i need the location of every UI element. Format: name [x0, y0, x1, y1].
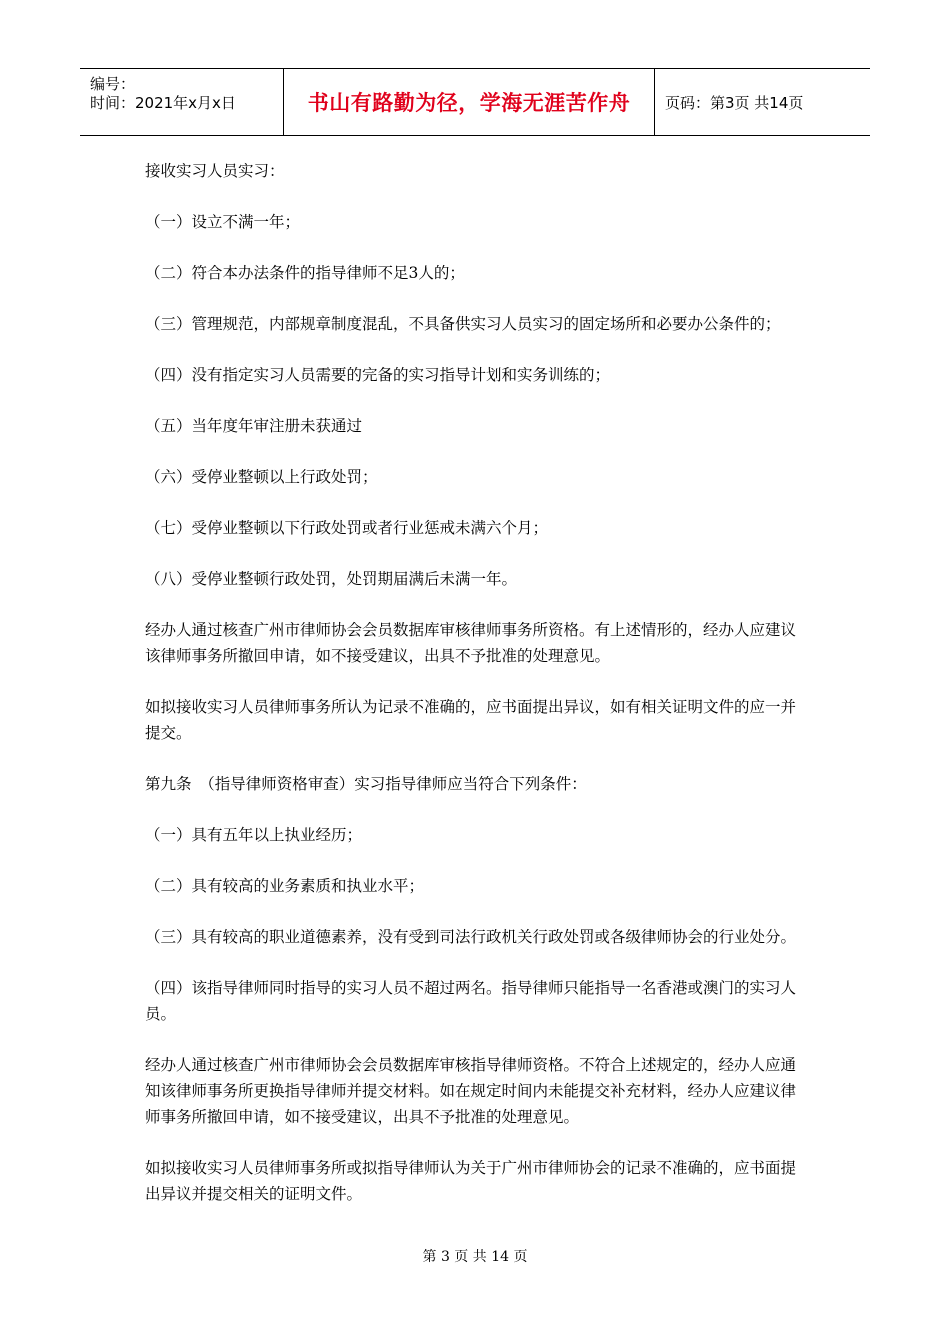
- paragraph: 经办人通过核查广州市律师协会会员数据库审核律师事务所资格。有上述情形的，经办人应建议该律师事务所撤回申请，如不接受建议，出具不予批准的处理意见。: [145, 621, 797, 665]
- paragraph: （六）受停业整顿以上行政处罚；: [145, 468, 378, 486]
- header-motto: 书山有路勤为径，学海无涯苦作舟: [283, 69, 655, 135]
- paragraph: （一）设立不满一年；: [145, 213, 301, 231]
- paragraph: （四）该指导律师同时指导的实习人员不超过两名。指导律师只能指导一名香港或澳门的实习人员。: [145, 979, 797, 1023]
- paragraph: 经办人通过核查广州市律师协会会员数据库审核指导律师资格。不符合上述规定的，经办人应通知该律师事务所更换指导律师并提交材料。如在规定时间内未能提交补充材料，经办人应建议律师事务所撤回申请，如不接受建议，出具不予批准的处理意见。: [145, 1056, 797, 1126]
- header-meta: [80, 69, 283, 135]
- paragraph: （一）具有五年以上执业经历；: [145, 826, 363, 844]
- paragraph: 接收实习人员实习：: [145, 162, 285, 180]
- page-header: [80, 68, 870, 136]
- time-label: 时间：2021年x月x日: [90, 94, 236, 112]
- paragraph: （二）具有较高的业务素质和执业水平；: [145, 877, 425, 895]
- header-page-label: 页码：第3页 共14页: [665, 93, 804, 112]
- paragraph: （七）受停业整顿以下行政处罚或者行业惩戒未满六个月；: [145, 519, 549, 537]
- paragraph: （五）当年度年审注册未获通过: [145, 417, 363, 435]
- number-label: 编号：: [90, 75, 136, 93]
- paragraph: （二）符合本办法条件的指导律师不足3人的；: [145, 264, 465, 282]
- paragraph: 如拟接收实习人员律师事务所或拟指导律师认为关于广州市律师协会的记录不准确的，应书面提出异议并提交相关的证明文件。: [145, 1159, 797, 1203]
- page-footer: 第 3 页 共 14 页: [422, 1249, 528, 1265]
- paragraph: （八）受停业整顿行政处罚，处罚期届满后未满一年。: [145, 570, 518, 588]
- paragraph: （三）具有较高的职业道德素养，没有受到司法行政机关行政处罚或各级律师协会的行业处分。: [145, 928, 797, 946]
- paragraph: （三）管理规范，内部规章制度混乱，不具备供实习人员实习的固定场所和必要办公条件的；: [145, 315, 781, 333]
- paragraph: （四）没有指定实习人员需要的完备的实习指导计划和实务训练的；: [145, 366, 611, 384]
- document-body: [145, 158, 810, 1232]
- article-heading: 第九条 （指导律师资格审查）实习指导律师应当符合下列条件：: [145, 775, 587, 793]
- paragraph: 如拟接收实习人员律师事务所认为记录不准确的，应书面提出异议，如有相关证明文件的应一并提交。: [145, 698, 797, 742]
